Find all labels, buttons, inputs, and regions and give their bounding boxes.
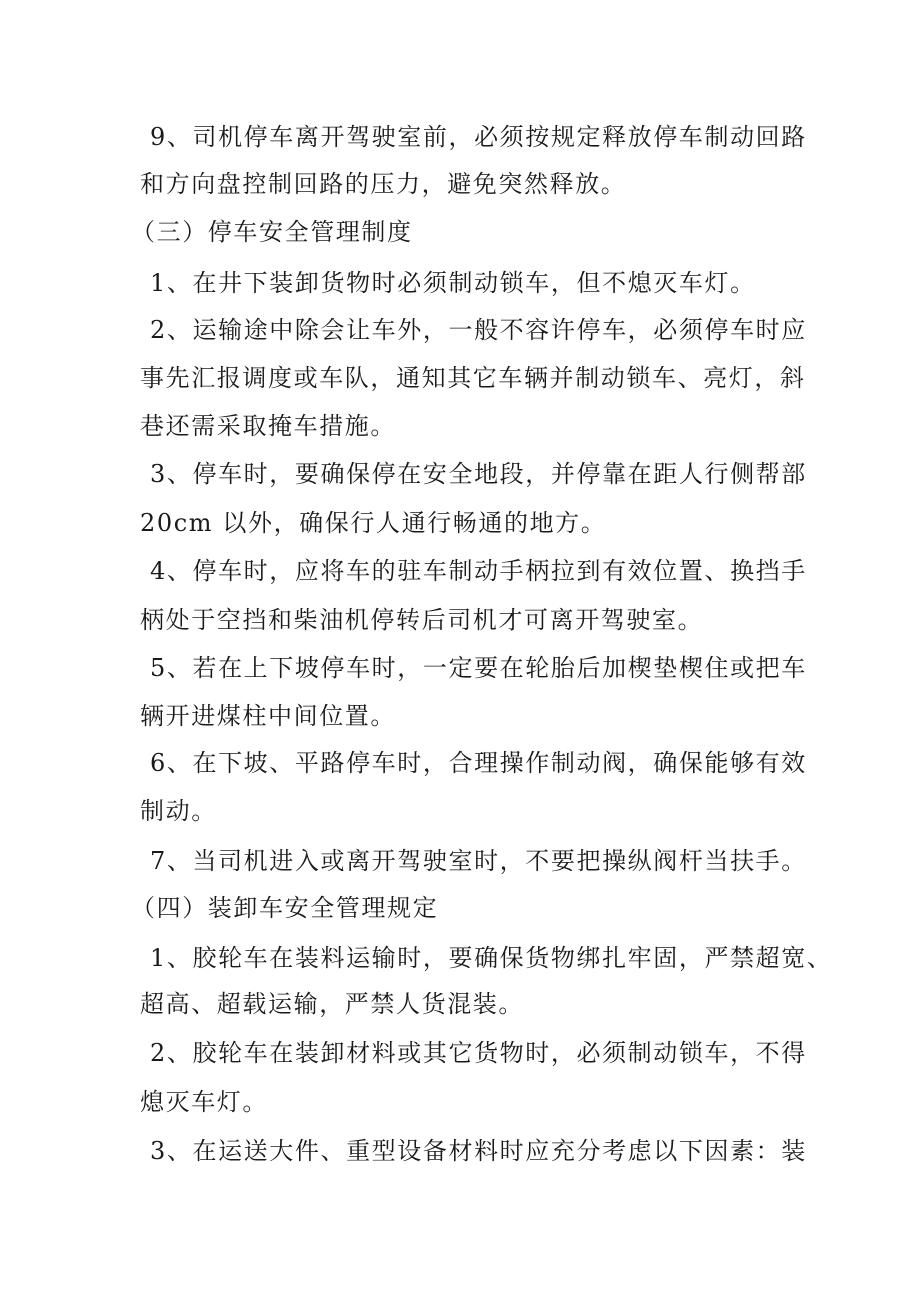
text-line: 7、当司机进入或离开驾驶室时，不要把操纵阀杆当扶手。 — [150, 847, 807, 875]
text-line: 熄灭车灯。 — [140, 1088, 268, 1116]
text-line: 2、运输途中除会让车外，一般不容许停车，必须停车时应 — [150, 316, 807, 344]
text-line: 3、停车时，要确保停在安全地段，并停靠在距人行侧帮部 — [150, 460, 807, 488]
text-line: 辆开进煤柱中间位置。 — [140, 702, 396, 730]
text-line: 3、在运送大件、重型设备材料时应充分考虑以下因素：装 — [150, 1137, 807, 1165]
text-line: 4、停车时，应将车的驻车制动手柄拉到有效位置、换挡手 — [150, 557, 807, 585]
text-line: 事先汇报调度或车队，通知其它车辆并制动锁车、亮灯，斜 — [140, 364, 806, 392]
text-line: 和方向盘控制回路的压力，避免突然释放。 — [140, 170, 627, 198]
section-heading: （三）停车安全管理制度 — [131, 218, 413, 246]
text-line: 20cm 以外，确保行人通行畅通的地方。 — [140, 509, 607, 537]
text-line: 制动。 — [140, 797, 217, 825]
section-heading: （四）装卸车安全管理规定 — [131, 894, 439, 922]
text-line: 5、若在上下坡停车时，一定要在轮胎后加楔垫楔住或把车 — [150, 654, 807, 682]
text-line: 1、在井下装卸货物时必须制动锁车，但不熄灭车灯。 — [150, 269, 756, 297]
text-line: 6、在下坡、平路停车时，合理操作制动阀，确保能够有效 — [150, 749, 807, 777]
text-line: 巷还需采取掩车措施。 — [140, 412, 396, 440]
text-line: 9、司机停车离开驾驶室前，必须按规定释放停车制动回路 — [150, 123, 807, 151]
text-line: 超高、超载运输，严禁人货混装。 — [140, 990, 524, 1018]
text-line: 2、胶轮车在装卸材料或其它货物时，必须制动锁车，不得 — [150, 1039, 807, 1067]
text-line: 柄处于空挡和柴油机停转后司机才可离开驾驶室。 — [140, 606, 704, 634]
text-line: 1、胶轮车在装料运输时，要确保货物绑扎牢固，严禁超宽、 — [150, 944, 833, 972]
